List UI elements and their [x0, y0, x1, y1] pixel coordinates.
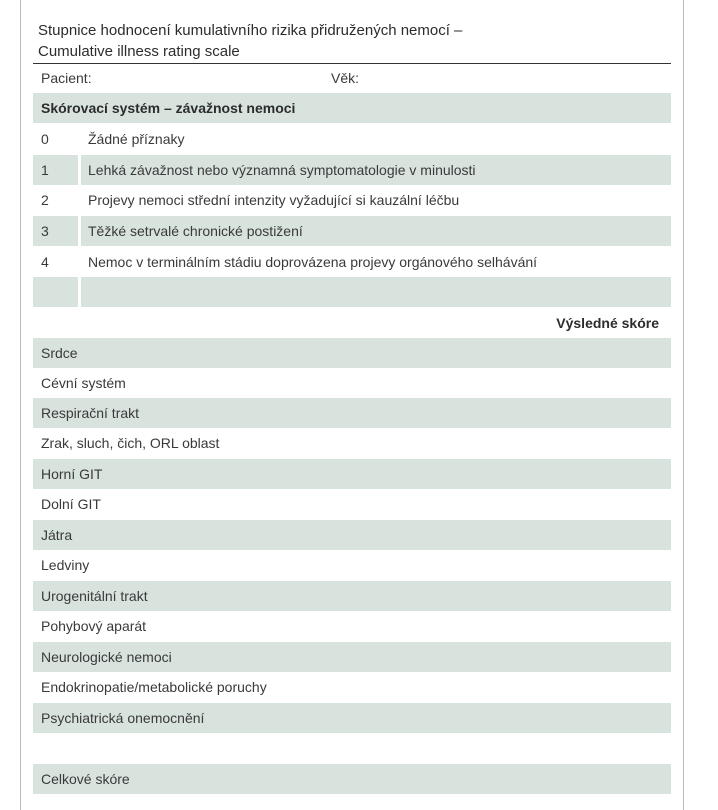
severity-empty-row	[33, 277, 671, 307]
page-title	[38, 20, 678, 62]
organ-row	[33, 368, 671, 398]
patient-label: Pacient:	[41, 70, 92, 86]
severity-description: Těžké setrvalé chronické postižení	[88, 223, 303, 239]
severity-description: Lehká závažnost nebo významná symptomatologie v minulosti	[88, 162, 476, 178]
organ-label: Horní GIT	[41, 466, 103, 482]
organ-label: Urogenitální trakt	[41, 588, 148, 604]
organ-row	[33, 338, 671, 368]
result-score-header	[33, 308, 671, 338]
total-score-row	[33, 764, 671, 794]
organ-label: Ledviny	[41, 557, 90, 573]
organ-row	[33, 428, 671, 458]
age-label: Věk:	[331, 70, 360, 86]
organ-label: Respirační trakt	[41, 405, 140, 421]
severity-row	[33, 155, 671, 185]
total-score-label: Celkové skóre	[41, 771, 130, 787]
severity-score: 3	[41, 223, 49, 239]
scoring-system-header-label: Skórovací systém – závažnost nemoci	[41, 100, 296, 116]
organ-row	[33, 581, 671, 611]
severity-row	[33, 185, 671, 215]
severity-row	[33, 247, 671, 277]
result-score-label: Výsledné skóre	[556, 315, 659, 331]
organ-label: Játra	[41, 527, 73, 543]
organ-row	[33, 489, 671, 519]
severity-description: Nemoc v terminálním stádiu doprovázena projevy orgánového selhávání	[88, 254, 538, 270]
organ-label: Srdce	[41, 345, 78, 361]
severity-score: 0	[41, 131, 49, 147]
score-cell	[33, 155, 78, 185]
organ-label: Endokrinopatie/metabolické poruchy	[41, 679, 267, 695]
organ-row	[33, 642, 671, 672]
organ-label: Cévní systém	[41, 375, 126, 391]
description-cell	[81, 277, 671, 307]
severity-score: 1	[41, 162, 49, 178]
severity-row	[33, 216, 671, 246]
severity-score: 2	[41, 192, 49, 208]
organ-label: Zrak, sluch, čich, ORL oblast	[41, 435, 220, 451]
severity-row	[33, 124, 671, 154]
organ-row	[33, 672, 671, 702]
organ-row	[33, 520, 671, 550]
organ-row	[33, 703, 671, 733]
scoring-system-header	[33, 93, 671, 123]
severity-description: Projevy nemoci střední intenzity vyžadující si kauzální léčbu	[88, 192, 460, 208]
patient-info-row	[33, 66, 671, 91]
organ-label: Psychiatrická onemocnění	[41, 710, 205, 726]
severity-score: 4	[41, 254, 49, 270]
organ-label: Dolní GIT	[41, 496, 101, 512]
organ-row	[33, 398, 671, 428]
score-cell	[33, 277, 78, 307]
title-divider	[33, 63, 671, 64]
score-cell	[33, 216, 78, 246]
organ-row	[33, 550, 671, 580]
organ-row	[33, 459, 671, 489]
organ-row	[33, 611, 671, 641]
severity-description: Žádné příznaky	[88, 131, 185, 147]
spacer-row	[33, 733, 671, 763]
organ-label: Pohybový aparát	[41, 618, 147, 634]
title-line-2: Cumulative illness rating scale	[38, 43, 240, 60]
title-line-1: Stupnice hodnocení kumulativního rizika přidružených nemocí –	[38, 22, 463, 39]
organ-label: Neurologické nemoci	[41, 649, 172, 665]
